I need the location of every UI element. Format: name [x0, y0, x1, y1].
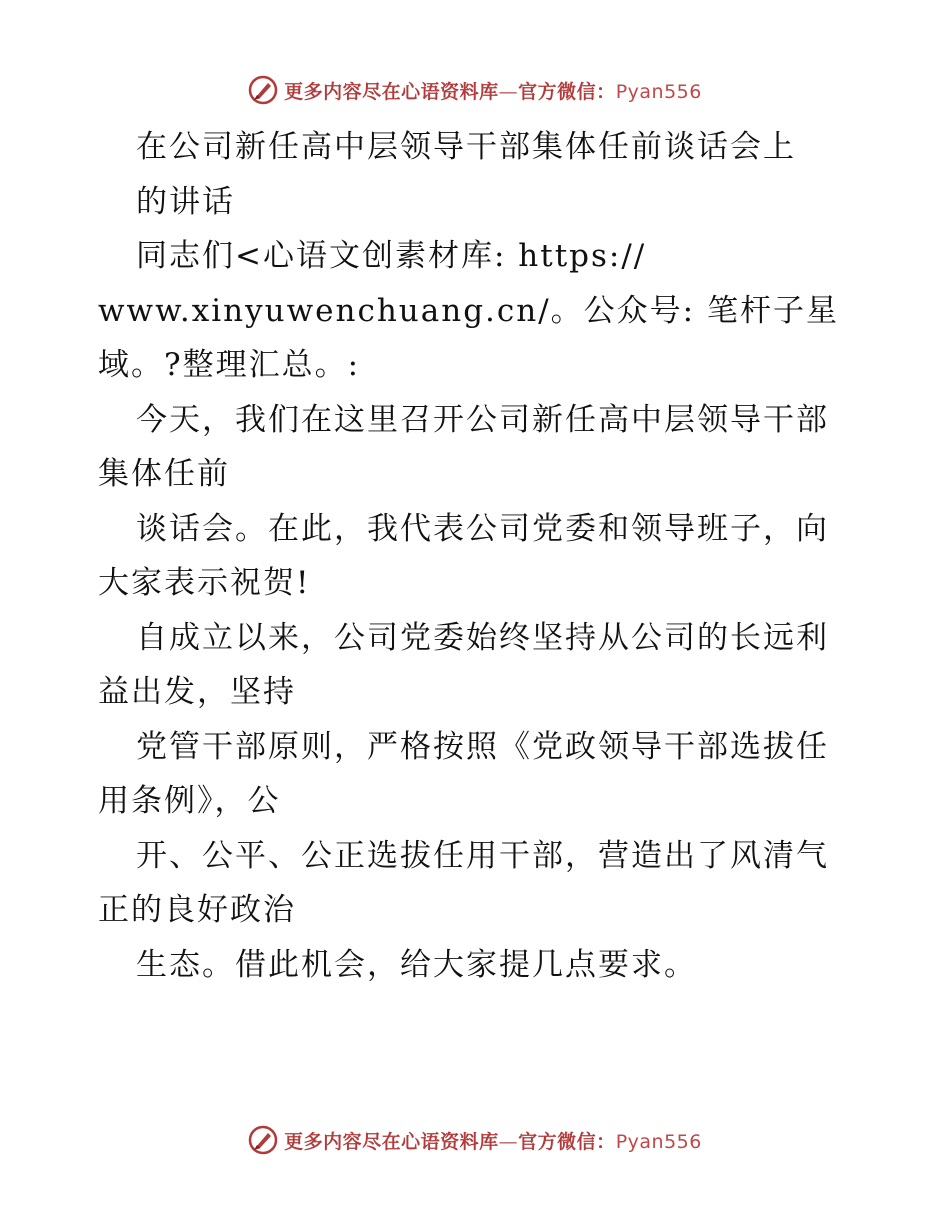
doc-line: 今天，我们在这里召开公司新任高中层领导干部 — [136, 401, 829, 438]
document-body — [98, 120, 858, 992]
banner-wechat-id: Pyan556 — [615, 80, 702, 103]
doc-line: 生态。借此机会，给大家提几点要求。 — [136, 946, 697, 983]
doc-line: 开、公平、公正选拔任用干部，营造出了风清气 — [136, 837, 829, 874]
banner-dash: — — [498, 1130, 519, 1153]
footer-banner — [0, 1120, 950, 1160]
quill-pen-logo-icon — [248, 75, 278, 105]
banner-text — [284, 77, 702, 104]
banner-wechat-label: 官方微信： — [518, 80, 616, 103]
doc-line: 集体任前 — [98, 456, 230, 492]
doc-line: 正的良好政治 — [98, 892, 296, 928]
banner-wechat-id: Pyan556 — [615, 1130, 702, 1153]
doc-line: 域。?整理汇总。: — [98, 347, 361, 383]
banner-dash: — — [498, 80, 519, 103]
doc-line: 在公司新任高中层领导干部集体任前谈话会上 — [136, 129, 796, 165]
banner-slogan: 更多内容尽在心语资料库 — [284, 80, 499, 103]
doc-line: 益出发，坚持 — [98, 674, 296, 710]
doc-line: 谈话会。在此，我代表公司党委和领导班子，向 — [136, 510, 829, 547]
quill-pen-logo-icon — [248, 1125, 278, 1155]
doc-line: 自成立以来，公司党委始终坚持从公司的长远利 — [136, 619, 829, 656]
doc-line: 的讲话 — [136, 183, 235, 220]
doc-line: www.xinyuwenchuang.cn/。公众号: 笔杆子星 — [98, 292, 839, 329]
doc-line: 用条例》，公 — [98, 783, 281, 819]
banner-slogan: 更多内容尽在心语资料库 — [284, 1130, 499, 1153]
banner-wechat-label: 官方微信： — [518, 1130, 616, 1153]
doc-line: 党管干部原则，严格按照《党政领导干部选拔任 — [136, 728, 829, 765]
doc-line: 同志们<心语文创素材库: https:// — [136, 238, 647, 274]
doc-line: 大家表示祝贺! — [98, 565, 311, 601]
banner-text — [284, 1127, 702, 1154]
header-banner — [0, 70, 950, 110]
